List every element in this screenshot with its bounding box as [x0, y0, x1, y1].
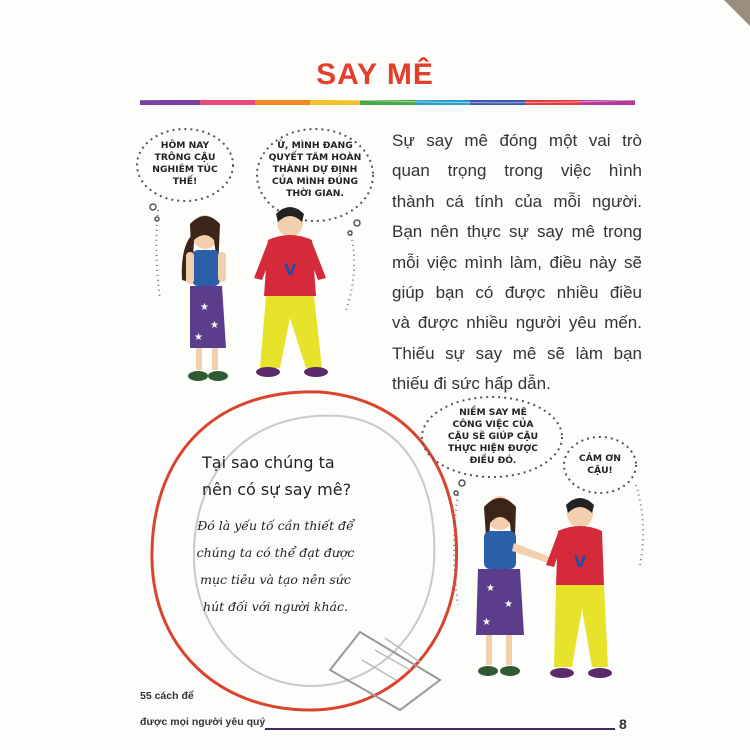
book-title-line1: 55 cách để: [140, 690, 194, 702]
svg-text:★: ★: [504, 599, 513, 610]
svg-text:★: ★: [482, 617, 491, 628]
question-answer: Đó là yếu tố cần thiết để chúng ta có thể đạt được mục tiêu và tạo nên sức hút đối với người khác.: [196, 518, 355, 614]
footer-rule: [265, 728, 615, 730]
bubble-boy-top: Ừ, MÌNH ĐANG QUYẾT TÂM HOÀN THÀNH DỰ ĐỊNH CỦA MÌNH ĐÚNG THỜI GIAN.: [268, 140, 362, 199]
rainbow-divider: [140, 98, 635, 107]
svg-text:V: V: [574, 552, 587, 571]
svg-text:V: V: [284, 260, 297, 279]
question-title: Tại sao chúng ta nên có sự say mê?: [202, 453, 352, 499]
top-characters-illustration: [150, 200, 360, 400]
svg-text:★: ★: [210, 320, 219, 331]
page-number: 8: [619, 716, 627, 732]
bubble-girl-top: HÔM NAY TRÔNG CẬU NGHIÊM TÚC THẾ!: [152, 140, 218, 187]
page-title: SAY MÊ: [316, 58, 434, 91]
bubble-girl-bottom: NIỀM SAY MÊ CÔNG VIỆC CỦA CẬU SẼ GIÚP CẬU THỰC HIỆN ĐƯỢC ĐIỀU ĐÓ.: [447, 407, 539, 466]
page-corner: [724, 0, 750, 26]
bubble-boy-bottom: CẢM ƠN CẬU!: [579, 453, 621, 476]
body-paragraph: Sự say mê đóng một vai trò quan trọng trong việc hình thành cá tính của mỗi người. Bạn nên thực sự say mê trong mỗi việc mình làm, điều này sẽ giúp bạn có được nhiều điều và được nhiều người yêu mến. Thiếu sự say mê sẽ làm bạn thiếu đi sức hấp dẫn.: [392, 131, 642, 394]
bottom-characters-illustration: [450, 485, 650, 690]
svg-text:★: ★: [194, 332, 203, 343]
svg-text:★: ★: [200, 302, 209, 313]
book-title-line2: được mọi người yêu quý: [140, 716, 266, 728]
svg-text:★: ★: [486, 583, 495, 594]
